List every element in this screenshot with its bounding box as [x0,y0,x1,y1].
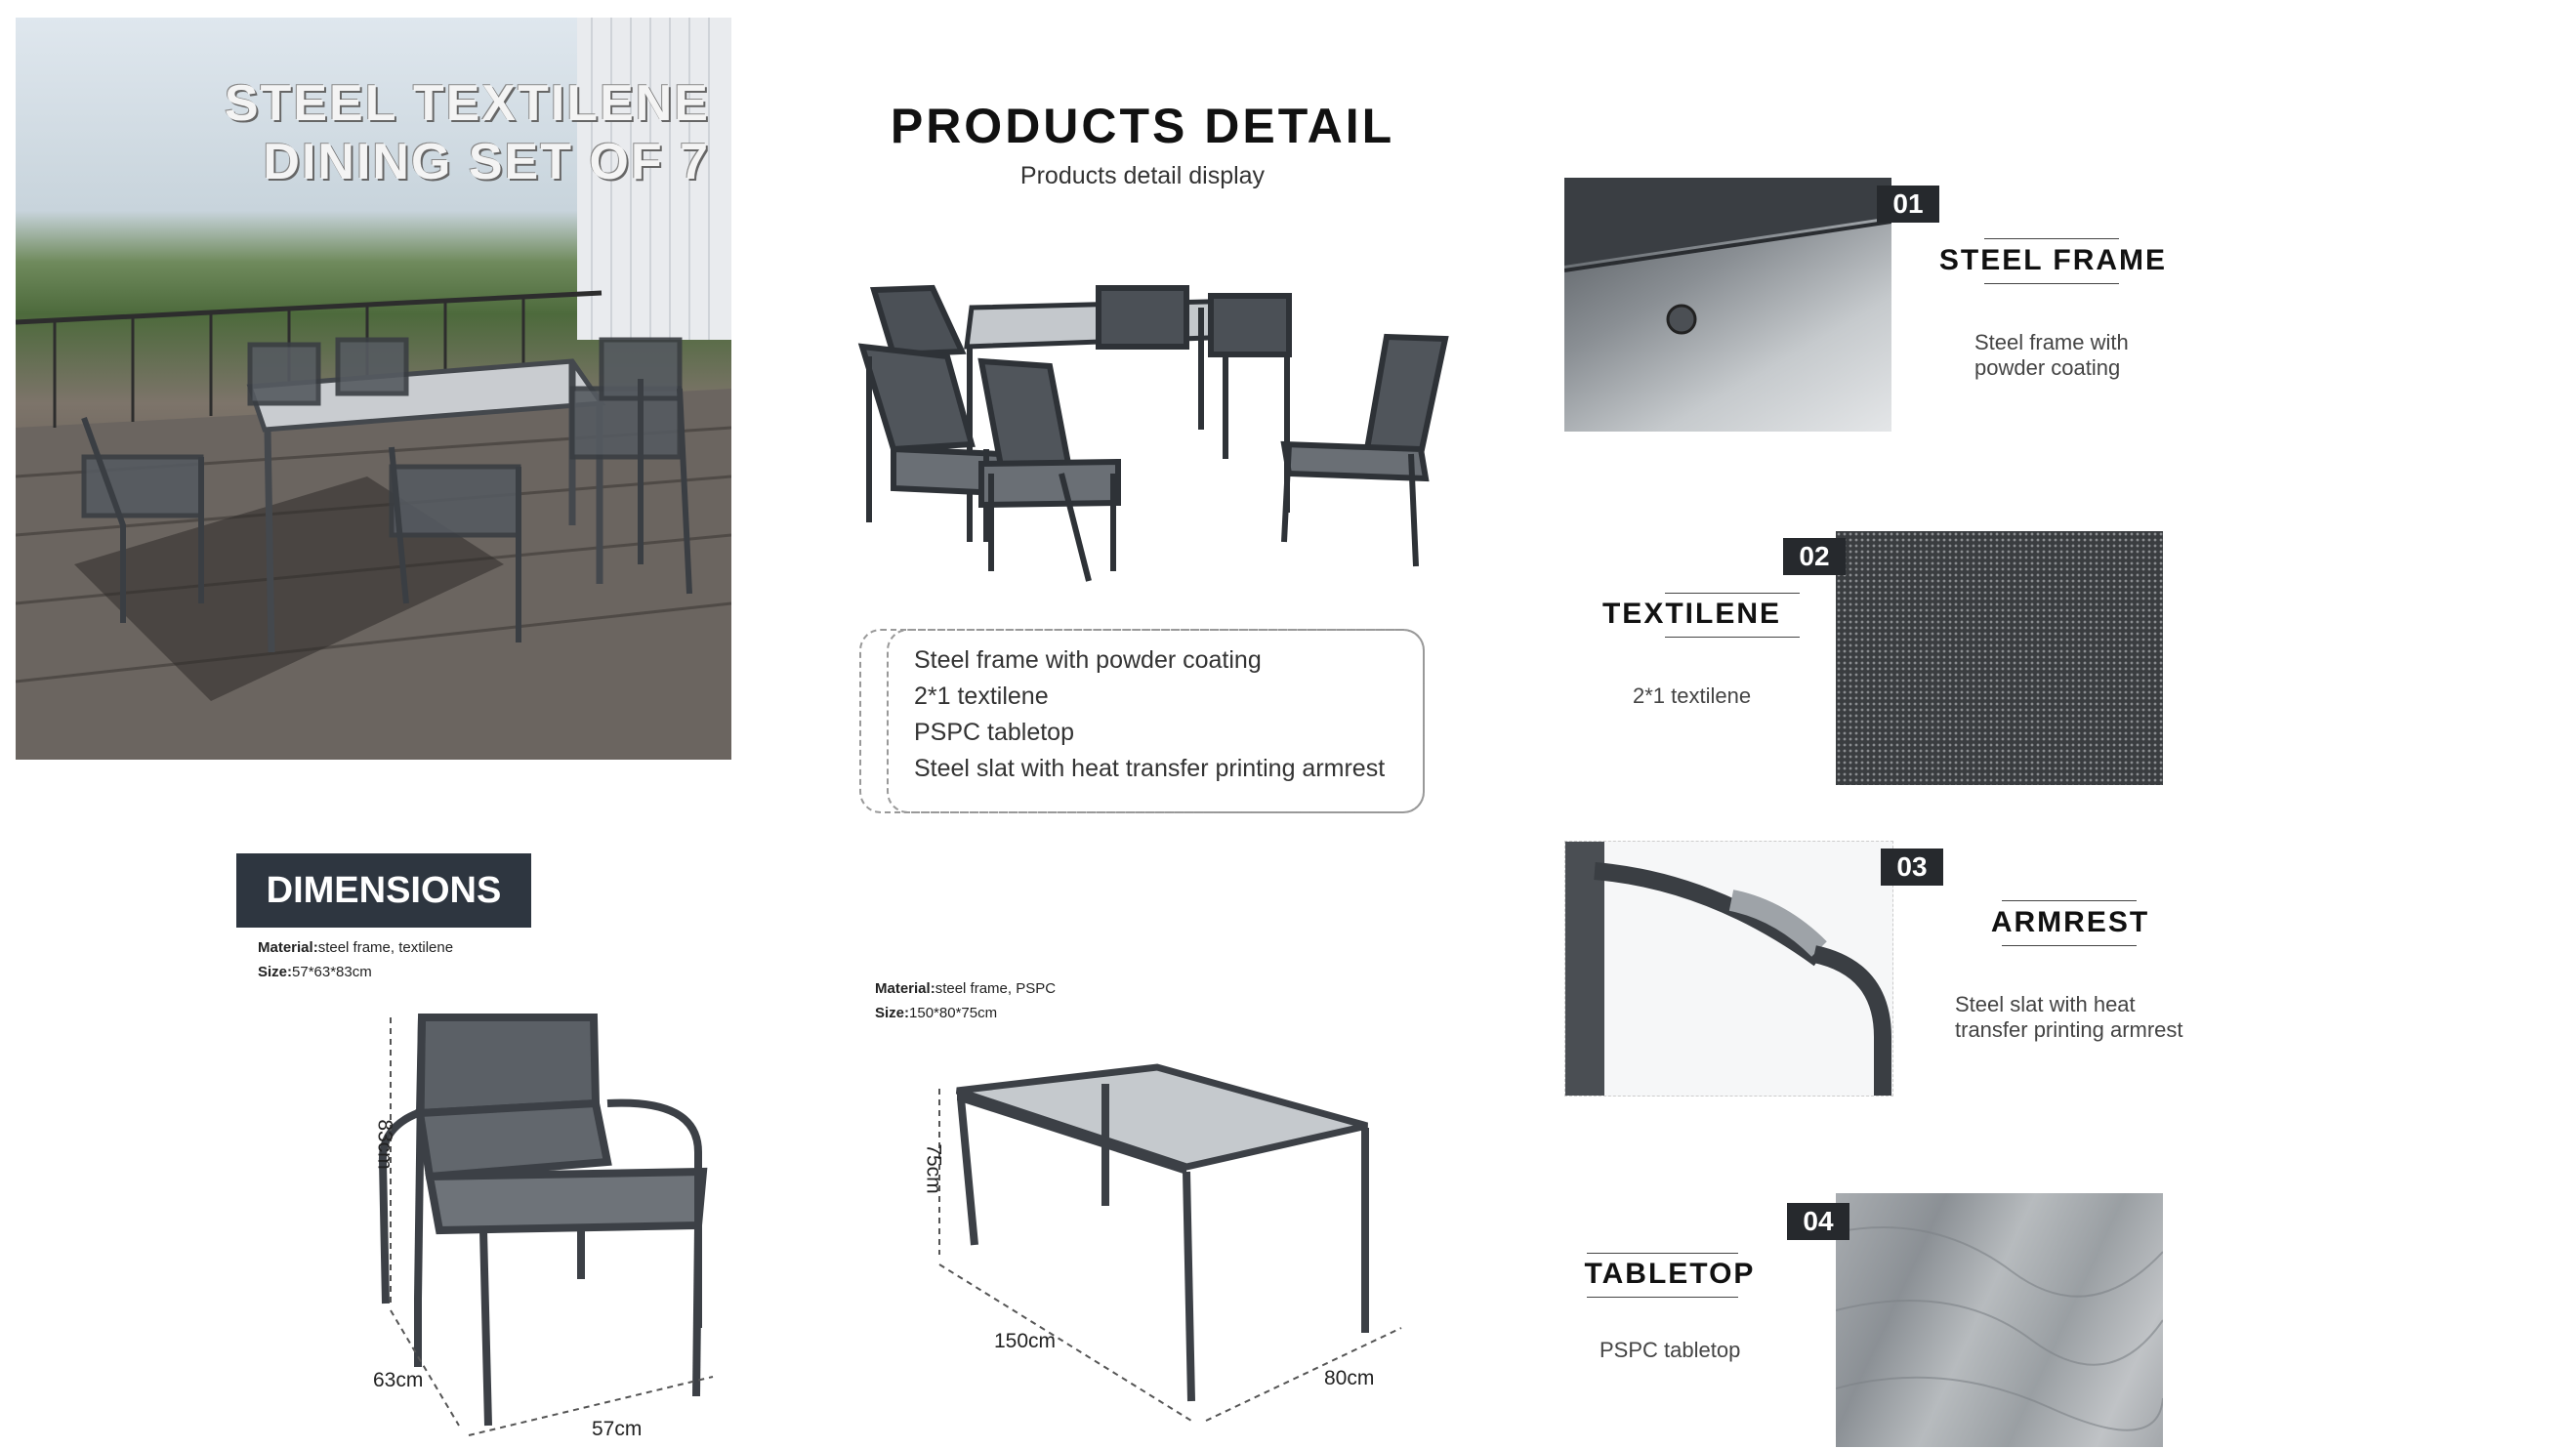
divider [1587,1297,1738,1298]
table-width-label: 80cm [1324,1367,1375,1389]
armrest-detail [1565,842,1892,1096]
divider [1984,238,2119,239]
size-label: Size: [258,964,293,980]
section-desc-line: Steel slat with heat [1955,992,2136,1016]
section-title: TABLETOP [1584,1258,1756,1290]
page-title: PRODUCTS DETAIL [890,99,1395,153]
table-spec [875,976,1056,1025]
steel-frame-photo [1564,178,1891,432]
textilene-photo [1836,531,2163,785]
chair-spec [258,935,453,984]
section-desc [1974,330,2129,381]
size-value: 57*63*83cm [292,964,372,980]
page-subtitle: Products detail display [1019,162,1266,189]
steel-frame-detail [1564,178,1891,432]
section-desc-line: PSPC tabletop [1600,1338,1741,1362]
feature-item: Steel slat with heat transfer printing armrest [914,755,1386,782]
material-value: steel frame, textilene [317,939,454,956]
divider [1587,1253,1738,1254]
section-desc-line: Steel frame with [1974,330,2129,354]
dining-set-illustration [854,278,1460,591]
section-number: 04 [1787,1203,1849,1240]
armrest-photo [1564,841,1893,1097]
section-desc-line: transfer printing armrest [1955,1017,2183,1042]
section-desc [1955,992,2183,1043]
divider [1984,283,2119,284]
section-title: TEXTILENE [1601,598,1781,630]
section-number: 03 [1881,849,1943,886]
wood-grain [1836,1193,2163,1447]
section-number: 02 [1783,538,1846,575]
material-value: steel frame, PSPC [935,980,1057,997]
size-label: Size: [875,1005,910,1021]
section-title: STEEL FRAME [1938,244,2168,276]
chair-height-label: 83cm [373,1119,396,1170]
feature-item: 2*1 textilene [914,683,1049,710]
feature-item: PSPC tabletop [914,719,1074,746]
divider [1665,637,1800,638]
section-desc [1600,1338,1740,1363]
table-height-label: 75cm [922,1143,945,1194]
section-title: ARMREST [1990,906,2150,938]
hero-title [225,74,710,191]
dimensions-banner: DIMENSIONS [236,853,531,928]
section-number: 01 [1877,186,1939,223]
feature-item: Steel frame with powder coating [914,646,1262,674]
section-desc-line: 2*1 textilene [1633,683,1752,708]
divider [2002,945,2137,946]
table-length-label: 150cm [994,1330,1057,1352]
section-desc-line: powder coating [1974,355,2121,380]
divider [2002,900,2137,901]
chair-depth-label: 63cm [373,1369,424,1391]
hero-title-line2: DINING SET OF 7 [263,134,710,190]
section-desc [1633,683,1751,709]
size-value: 150*80*75cm [909,1005,998,1021]
hero-photo [16,18,731,760]
chair-width-label: 57cm [592,1418,643,1440]
divider [1665,593,1800,594]
hero-title-line1: STEEL TEXTILENE [224,75,710,132]
features-list [914,642,1385,787]
material-label: Material: [258,939,318,956]
tabletop-photo [1836,1193,2163,1447]
material-label: Material: [875,980,935,997]
